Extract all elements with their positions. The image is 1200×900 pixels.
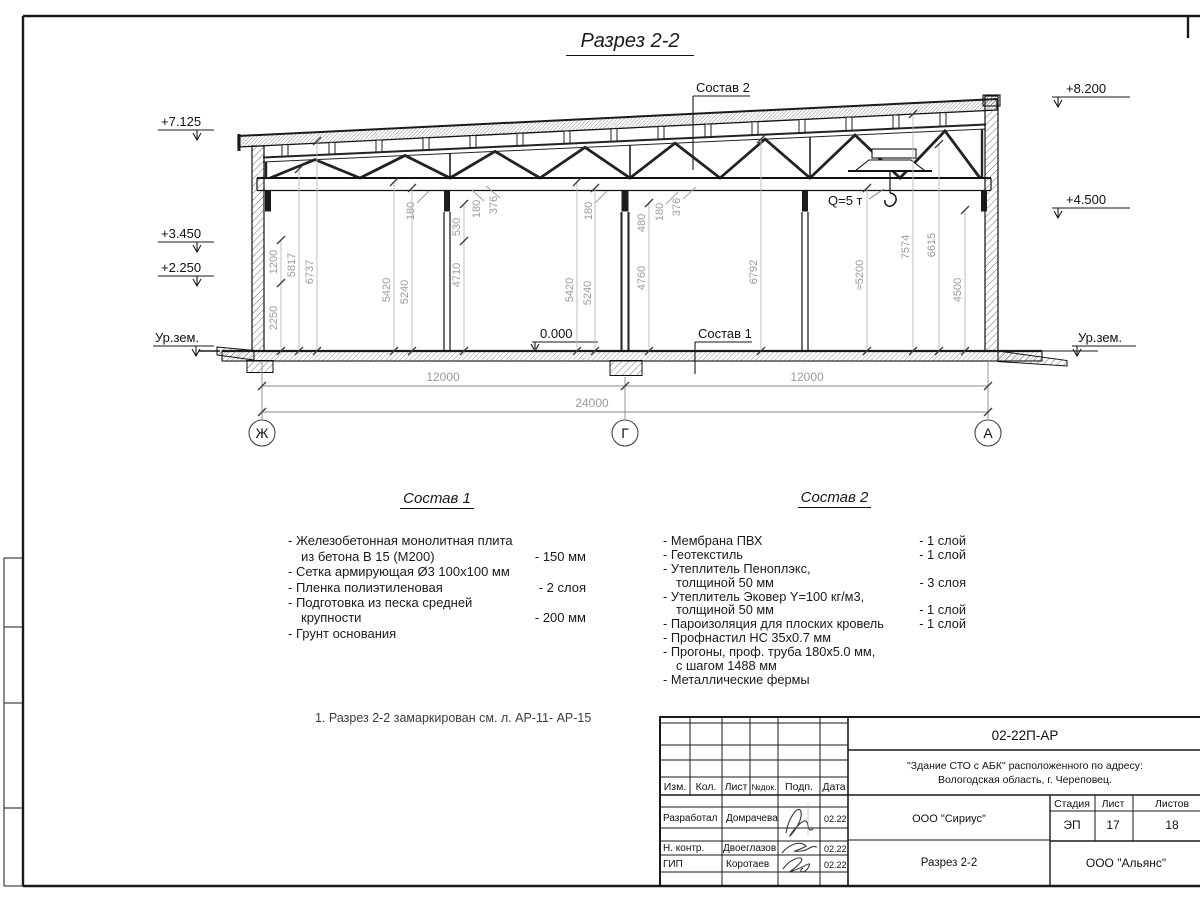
svg-text:180: 180 <box>654 202 666 222</box>
sostav1-heading: Состав 1 <box>288 491 586 506</box>
spec-line: толщиной 50 мм - 1 слой <box>676 602 966 618</box>
svg-text:4710: 4710 <box>451 262 463 288</box>
tb-header-izm: Изм. <box>663 781 687 793</box>
left-wall <box>252 146 264 351</box>
tb-header-kol: Кол. <box>695 781 717 793</box>
axis-label: А <box>983 425 993 441</box>
svg-text:Состав 1: Состав 1 <box>698 326 752 341</box>
svg-text:≈5200: ≈5200 <box>854 259 866 291</box>
svg-text:5420: 5420 <box>564 277 576 303</box>
svg-text:+8.200: +8.200 <box>1066 81 1107 96</box>
tb-company: ООО "Альянс" <box>1085 856 1167 870</box>
spec-line: - Профнастил НС 35х0.7 мм <box>663 630 832 646</box>
svg-text:5240: 5240 <box>582 280 594 306</box>
tb-object-line2: Вологодская область, г. Череповец. <box>938 774 1112 786</box>
svg-text:6792: 6792 <box>748 259 760 285</box>
elev-left-2250 <box>158 260 214 286</box>
tb-stage-header: Стадия <box>1054 798 1090 810</box>
tb-role-2: ГИП <box>663 859 683 870</box>
spec-line: - Железобетонная монолитная плита <box>288 533 513 549</box>
svg-text:24000: 24000 <box>575 396 609 410</box>
runway-beam <box>257 178 991 191</box>
roof <box>238 95 1000 151</box>
spec-line: - Грунт основания <box>288 625 397 641</box>
tb-date-0: 02.22 <box>824 814 847 824</box>
spec-line: - Сетка армирующая Ø3 100х100 мм <box>288 564 510 580</box>
tb-name-1: Двоеглазов <box>723 843 777 854</box>
elev-left-3450 <box>158 226 214 252</box>
title-block <box>660 717 1200 886</box>
svg-text:Ур.зем.: Ур.зем. <box>1078 330 1123 345</box>
tb-object-line1: "Здание СТО с АБК" расположенного по адресу: <box>907 760 1143 772</box>
svg-text:12000: 12000 <box>790 370 824 384</box>
spec-line: - Металлические фермы <box>663 671 810 687</box>
tb-sheets-header: Листов <box>1154 798 1190 810</box>
tb-sheet-header: Лист <box>1101 798 1125 810</box>
svg-text:6737: 6737 <box>304 259 316 285</box>
tb-header-ndok: №док. <box>751 782 777 792</box>
tb-name-2: Коротаев <box>726 859 770 870</box>
ground-level-left <box>153 330 214 356</box>
svg-text:4760: 4760 <box>636 265 648 291</box>
sostav1-spec-list <box>288 491 586 641</box>
signatures <box>782 803 817 872</box>
svg-text:376: 376 <box>488 195 500 215</box>
spec-line: с шагом 1488 мм <box>676 658 777 674</box>
spec-line: крупности - 200 мм <box>301 610 586 626</box>
svg-text:530: 530 <box>451 217 463 237</box>
tb-sheet-value: 17 <box>1106 818 1120 832</box>
svg-text:6615: 6615 <box>926 232 938 258</box>
spec-line: - Утеплитель Эковер Y=100 кг/м3, <box>663 588 865 604</box>
svg-text:12000: 12000 <box>426 370 460 384</box>
axis-label: Ж <box>255 425 269 441</box>
axis-label: Г <box>621 425 629 441</box>
svg-text:480: 480 <box>636 213 648 233</box>
spec-line: - Пленка полиэтиленовая - 2 слоя <box>288 579 586 595</box>
tb-sheets-value: 18 <box>1165 818 1179 832</box>
column-capitals <box>265 191 987 215</box>
tb-stage-value: ЭП <box>1063 818 1081 832</box>
spec-line: - Прогоны, проф. труба 180х5.0 мм, <box>663 644 876 660</box>
ground-level-right <box>1072 330 1136 356</box>
page-title: Разрез 2-2 <box>566 30 694 56</box>
tb-role-1: Н. контр. <box>663 843 705 854</box>
svg-text:5817: 5817 <box>286 252 298 278</box>
elev-left-7125 <box>158 114 214 140</box>
tb-header-list: Лист <box>724 781 748 793</box>
crane-capacity-label: Q=5 т <box>828 193 863 208</box>
svg-text:1200: 1200 <box>268 249 280 275</box>
zero-level-mark <box>531 326 598 351</box>
sostav2-heading: Состав 2 <box>663 491 966 505</box>
svg-text:+3.450: +3.450 <box>161 226 202 241</box>
spec-line: - Утеплитель Пеноплэкс, <box>663 560 811 576</box>
axis-bubbles <box>249 420 1001 446</box>
spec-line: из бетона В 15 (М200) - 150 мм <box>301 548 586 564</box>
tb-date-2: 02.22 <box>824 860 847 870</box>
svg-text:5420: 5420 <box>381 277 393 303</box>
elev-right-8200 <box>1052 81 1130 107</box>
svg-text:180: 180 <box>405 201 417 221</box>
svg-text:2250: 2250 <box>268 305 280 331</box>
vertical-dimensions <box>268 110 969 355</box>
svg-text:Ур.зем.: Ур.зем. <box>155 330 200 345</box>
spec-line: - Пароизоляция для плоских кровель - 1 слой <box>663 616 966 632</box>
svg-text:7574: 7574 <box>900 234 912 260</box>
spec-line: - Геотекстиль - 1 слой <box>663 546 966 562</box>
tb-role-0: Разработал <box>663 813 718 824</box>
svg-text:0.000: 0.000 <box>540 326 573 341</box>
building-section <box>198 80 1098 376</box>
svg-text:4500: 4500 <box>952 277 964 303</box>
svg-text:Состав 2: Состав 2 <box>696 80 750 95</box>
tb-org: ООО "Сириус" <box>912 813 986 825</box>
svg-text:180: 180 <box>471 199 483 219</box>
svg-text:+4.500: +4.500 <box>1066 192 1107 207</box>
tb-header-podp: Подп. <box>785 781 813 793</box>
tb-header-data: Дата <box>822 781 846 793</box>
svg-text:376: 376 <box>671 197 683 217</box>
elev-right-4500 <box>1052 192 1130 218</box>
sheet-note: 1. Разрез 2-2 замаркирован см. л. АР-11- АР-15 <box>315 711 592 725</box>
svg-text:5240: 5240 <box>399 279 411 305</box>
svg-text:+2.250: +2.250 <box>161 260 202 275</box>
spec-line: толщиной 50 мм - 3 слоя <box>676 574 966 590</box>
svg-text:180: 180 <box>583 201 595 221</box>
tb-drawing-name: Разрез 2-2 <box>920 857 978 869</box>
spec-line: - Подготовка из песка средней <box>288 595 473 611</box>
tb-doc-code: 02-22П-АР <box>991 728 1059 743</box>
svg-text:+7.125: +7.125 <box>161 114 202 129</box>
sostav2-spec-list <box>663 491 966 687</box>
spec-line: - Мембрана ПВХ - 1 слой <box>663 532 966 548</box>
tb-name-0: Домрачева <box>726 813 778 824</box>
tb-date-1: 02.22 <box>824 844 847 854</box>
right-wall <box>985 96 998 351</box>
